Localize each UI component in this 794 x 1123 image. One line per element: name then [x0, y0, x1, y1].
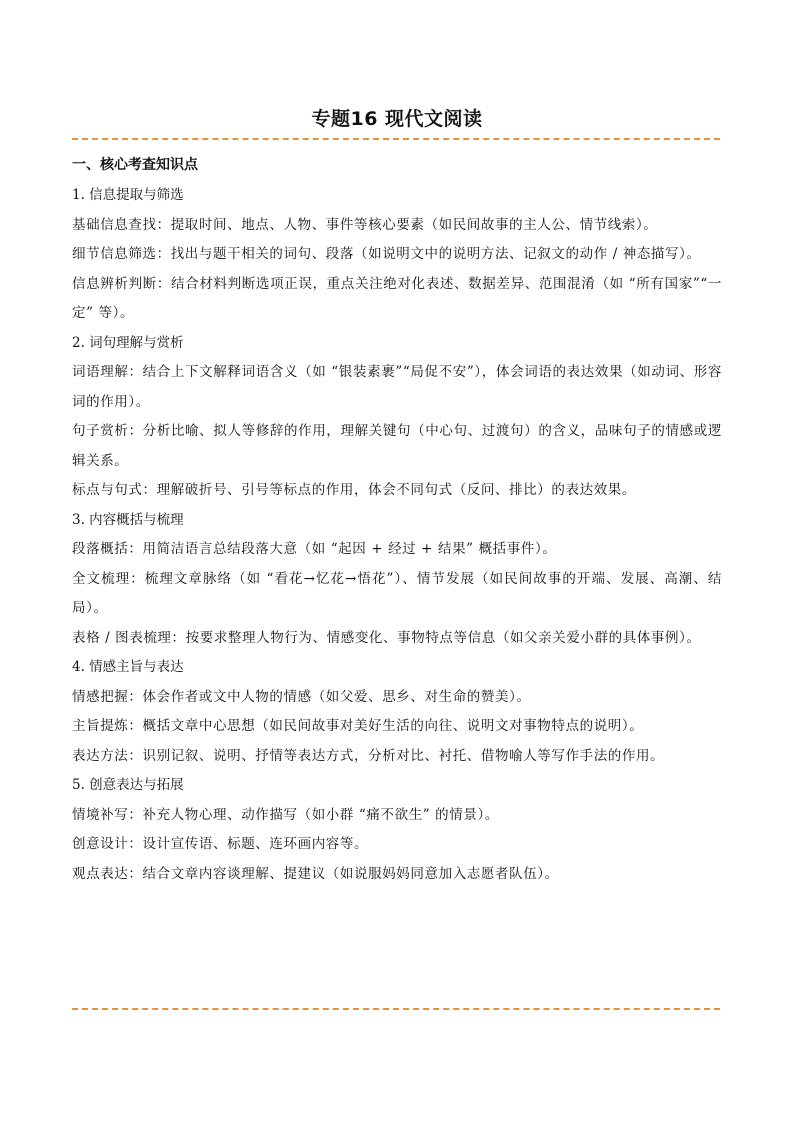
paragraph: 情境补写：补充人物心理、动作描写（如小群 “痛不欲生” 的情景）。: [72, 806, 499, 823]
paragraph: 标点与句式：理解破折号、引号等标点的作用，体会不同句式（反问、排比）的表达效果。: [72, 482, 636, 498]
section-heading: 一、核心考查知识点: [72, 157, 198, 173]
knowledge-group-info-extraction: [72, 181, 722, 329]
group-heading: 3. 内容概括与梳理: [72, 511, 184, 528]
knowledge-group-emotion-theme: [72, 653, 722, 771]
paragraph: 段落概括：用简洁语言总结段落大意（如 “起因 + 经过 + 结果” 概括事件）。: [72, 541, 557, 557]
paragraph: 细节信息筛选：找出与题干相关的词句、段落（如说明文中的说明方法、记叙文的动作 / 神态描写）。: [72, 246, 701, 262]
paragraph: 信息辨析判断：结合材料判断选项正误，重点关注绝对化表述、数据差异、范围混淆（如 “所有国家”“一定” 等）。: [72, 275, 722, 321]
knowledge-group-word-sentence: [72, 329, 722, 506]
document-body: [72, 150, 722, 889]
paragraph: 创意设计：设计宣传语、标题、连环画内容等。: [72, 836, 369, 852]
knowledge-group-creative: [72, 771, 722, 889]
paragraph: 词语理解：结合上下文解释词语含义（如 “银装素裹”“局促不安”），体会词语的表达效果（如动词、形容词的作用）。: [72, 364, 722, 410]
bottom-dashed-divider: [72, 1008, 720, 1010]
group-heading: 1. 信息提取与筛选: [72, 187, 184, 203]
group-heading: 2. 词句理解与赏析: [72, 334, 184, 351]
group-heading: 4. 情感主旨与表达: [72, 659, 184, 675]
top-dashed-divider: [72, 138, 720, 140]
knowledge-group-summary: [72, 506, 722, 654]
group-heading: 5. 创意表达与拓展: [72, 777, 184, 793]
paragraph: 全文梳理：梳理文章脉络（如 “看花→忆花→悟花”）、情节发展（如民间故事的开端、发展、高潮、结局）。: [72, 570, 722, 616]
paragraph: 基础信息查找：提取时间、地点、人物、事件等核心要素（如民间故事的主人公、情节线索）。: [72, 216, 658, 233]
paragraph: 观点表达：结合文章内容谈理解、提建议（如说服妈妈同意加入志愿者队伍）。: [72, 865, 559, 882]
paragraph: 主旨提炼：概括文章中心思想（如民间故事对美好生活的向往、说明文对事物特点的说明）。: [72, 718, 644, 734]
page-title: 专题16 现代文阅读: [311, 108, 483, 130]
paragraph: 情感把握：体会作者或文中人物的情感（如父爱、思乡、对生命的赞美）。: [72, 688, 531, 705]
paragraph: 表达方法：识别记叙、说明、抒情等表达方式，分析对比、衬托、借物喻人等写作手法的作用。: [72, 747, 665, 764]
paragraph: 句子赏析：分析比喻、拟人等修辞的作用，理解关键句（中心句、过渡句）的含义，品味句子的情感或逻辑关系。: [72, 423, 722, 469]
paragraph: 表格 / 图表梳理：按要求整理人物行为、情感变化、事物特点等信息（如父亲关爱小群的具体事例）。: [72, 629, 701, 646]
